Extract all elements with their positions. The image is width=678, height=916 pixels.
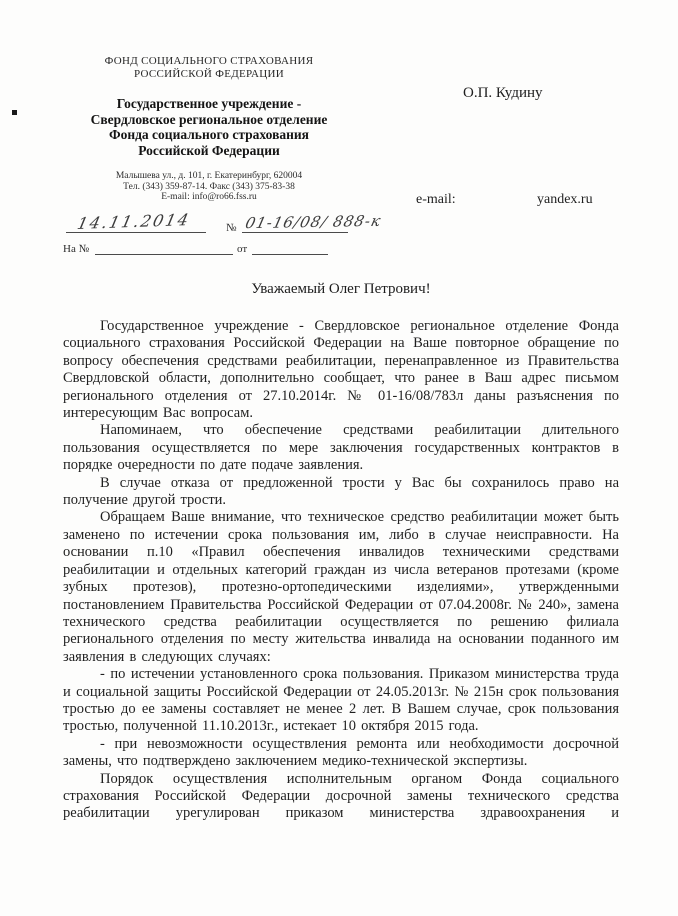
org-address-block (64, 171, 354, 203)
scan-artifact-dot (12, 110, 17, 115)
reply-number-label: На № (63, 243, 90, 255)
org-bold-line2: Свердловское региональное отделение (90, 111, 328, 127)
recipient-email-label: e-mail: (416, 192, 456, 207)
org-bold-line4: Российской Федерации (138, 142, 280, 158)
body-paragraph-2: Напоминаем, что обеспечение средствами реабилитации длительного пользования осуществляется по мере заключения государственных контрактов в порядке очередности по дате подаче заявления. (63, 422, 619, 474)
body-paragraph-1: Государственное учреждение - Свердловское региональное отделение Фонда социального страхования Российской Федерации на Ваше повторное обращение по вопросу обеспечения средствами реабилитации, перенаправленное из Правительства Свердловской области, дополнительно сообщает, что ранее в Ваш адрес письмом регионального отделения от 27.10.2014г. № 01-16/08/783л даны разъяснения по интересующим Вас вопросам. (63, 318, 619, 422)
reply-from-label: от (237, 243, 248, 255)
recipient-email-domain: yandex.ru (537, 192, 593, 207)
org-top-line2: РОССИЙСКОЙ ФЕДЕРАЦИИ (133, 68, 285, 80)
org-top-line1: ФОНД СОЦИАЛЬНОГО СТРАХОВАНИЯ (104, 55, 314, 67)
body-paragraph-3: В случае отказа от предложенной трости у Вас бы сохранилось право на получение другой трости. (63, 474, 619, 509)
body-paragraph-6: - при невозможности осуществления ремонта или необходимости досрочной замены, что подтверждено заключением медико-технической экспертизы. (63, 735, 619, 770)
org-name-top (64, 55, 354, 81)
org-address-line: Малышева ул., д. 101, г. Екатеринбург, 620004 (115, 171, 303, 181)
org-bold-line3: Фонда социального страхования (108, 127, 309, 142)
org-bold-line1: Государственное учреждение - (116, 96, 302, 111)
number-sign-label: № (226, 222, 237, 234)
recipient-name: О.П. Кудину (463, 85, 543, 101)
outgoing-date-blank (66, 212, 206, 233)
letterhead (64, 55, 354, 203)
org-name-bold (64, 96, 354, 158)
handwritten-date: 14.11.2014 (75, 210, 193, 233)
reply-number-blank (95, 236, 233, 255)
body-paragraph-7: Порядок осуществления исполнительным органом Фонда социального страхования Российской Федерации досрочной замены технического средства реабилитации урегулирован приказом министерства здравоохранения и (63, 770, 619, 822)
handwritten-number: 01-16/08/ 888-к (243, 211, 384, 233)
salutation: Уважаемый Олег Петрович! (251, 281, 431, 297)
letter-body (63, 281, 619, 823)
reply-from-blank (252, 236, 328, 255)
org-email-line: E-mail: info@ro66.fss.ru (161, 192, 257, 202)
body-paragraph-4: Обращаем Ваше внимание, что техническое средство реабилитации может быть заменено по истечении срока пользования им, либо в случае неисправности. На основании п.10 «Правил обеспечения инвалидов техническими средствами реабилитации и отдельных категорий граждан из числа ветеранов протезами (кроме зубных протезов), протезно-ортопедическими изделиями», утвержденными постановлением Правительства Российской Федерации от 07.04.2008г. № 240», замена технического средства реабилитации осуществляется по решению филиала регионального отделения по месту жительства инвалида на основании поданного им заявления в следующих случаях: (63, 509, 619, 665)
outgoing-number-blank (242, 211, 384, 233)
body-paragraph-5: - по истечении установленного срока пользования. Приказом министерства труда и социальной защиты Российской Федерации от 24.05.2013г. № 215н срок пользования тростью до ее замены составляет не менее 2 лет. В Вашем случае, срок пользования тростью, полученной 11.10.2013г., истекает 10 октября 2015 года. (63, 666, 619, 735)
org-phone-line: Тел. (343) 359-87-14. Факс (343) 375-83-38 (123, 181, 295, 192)
